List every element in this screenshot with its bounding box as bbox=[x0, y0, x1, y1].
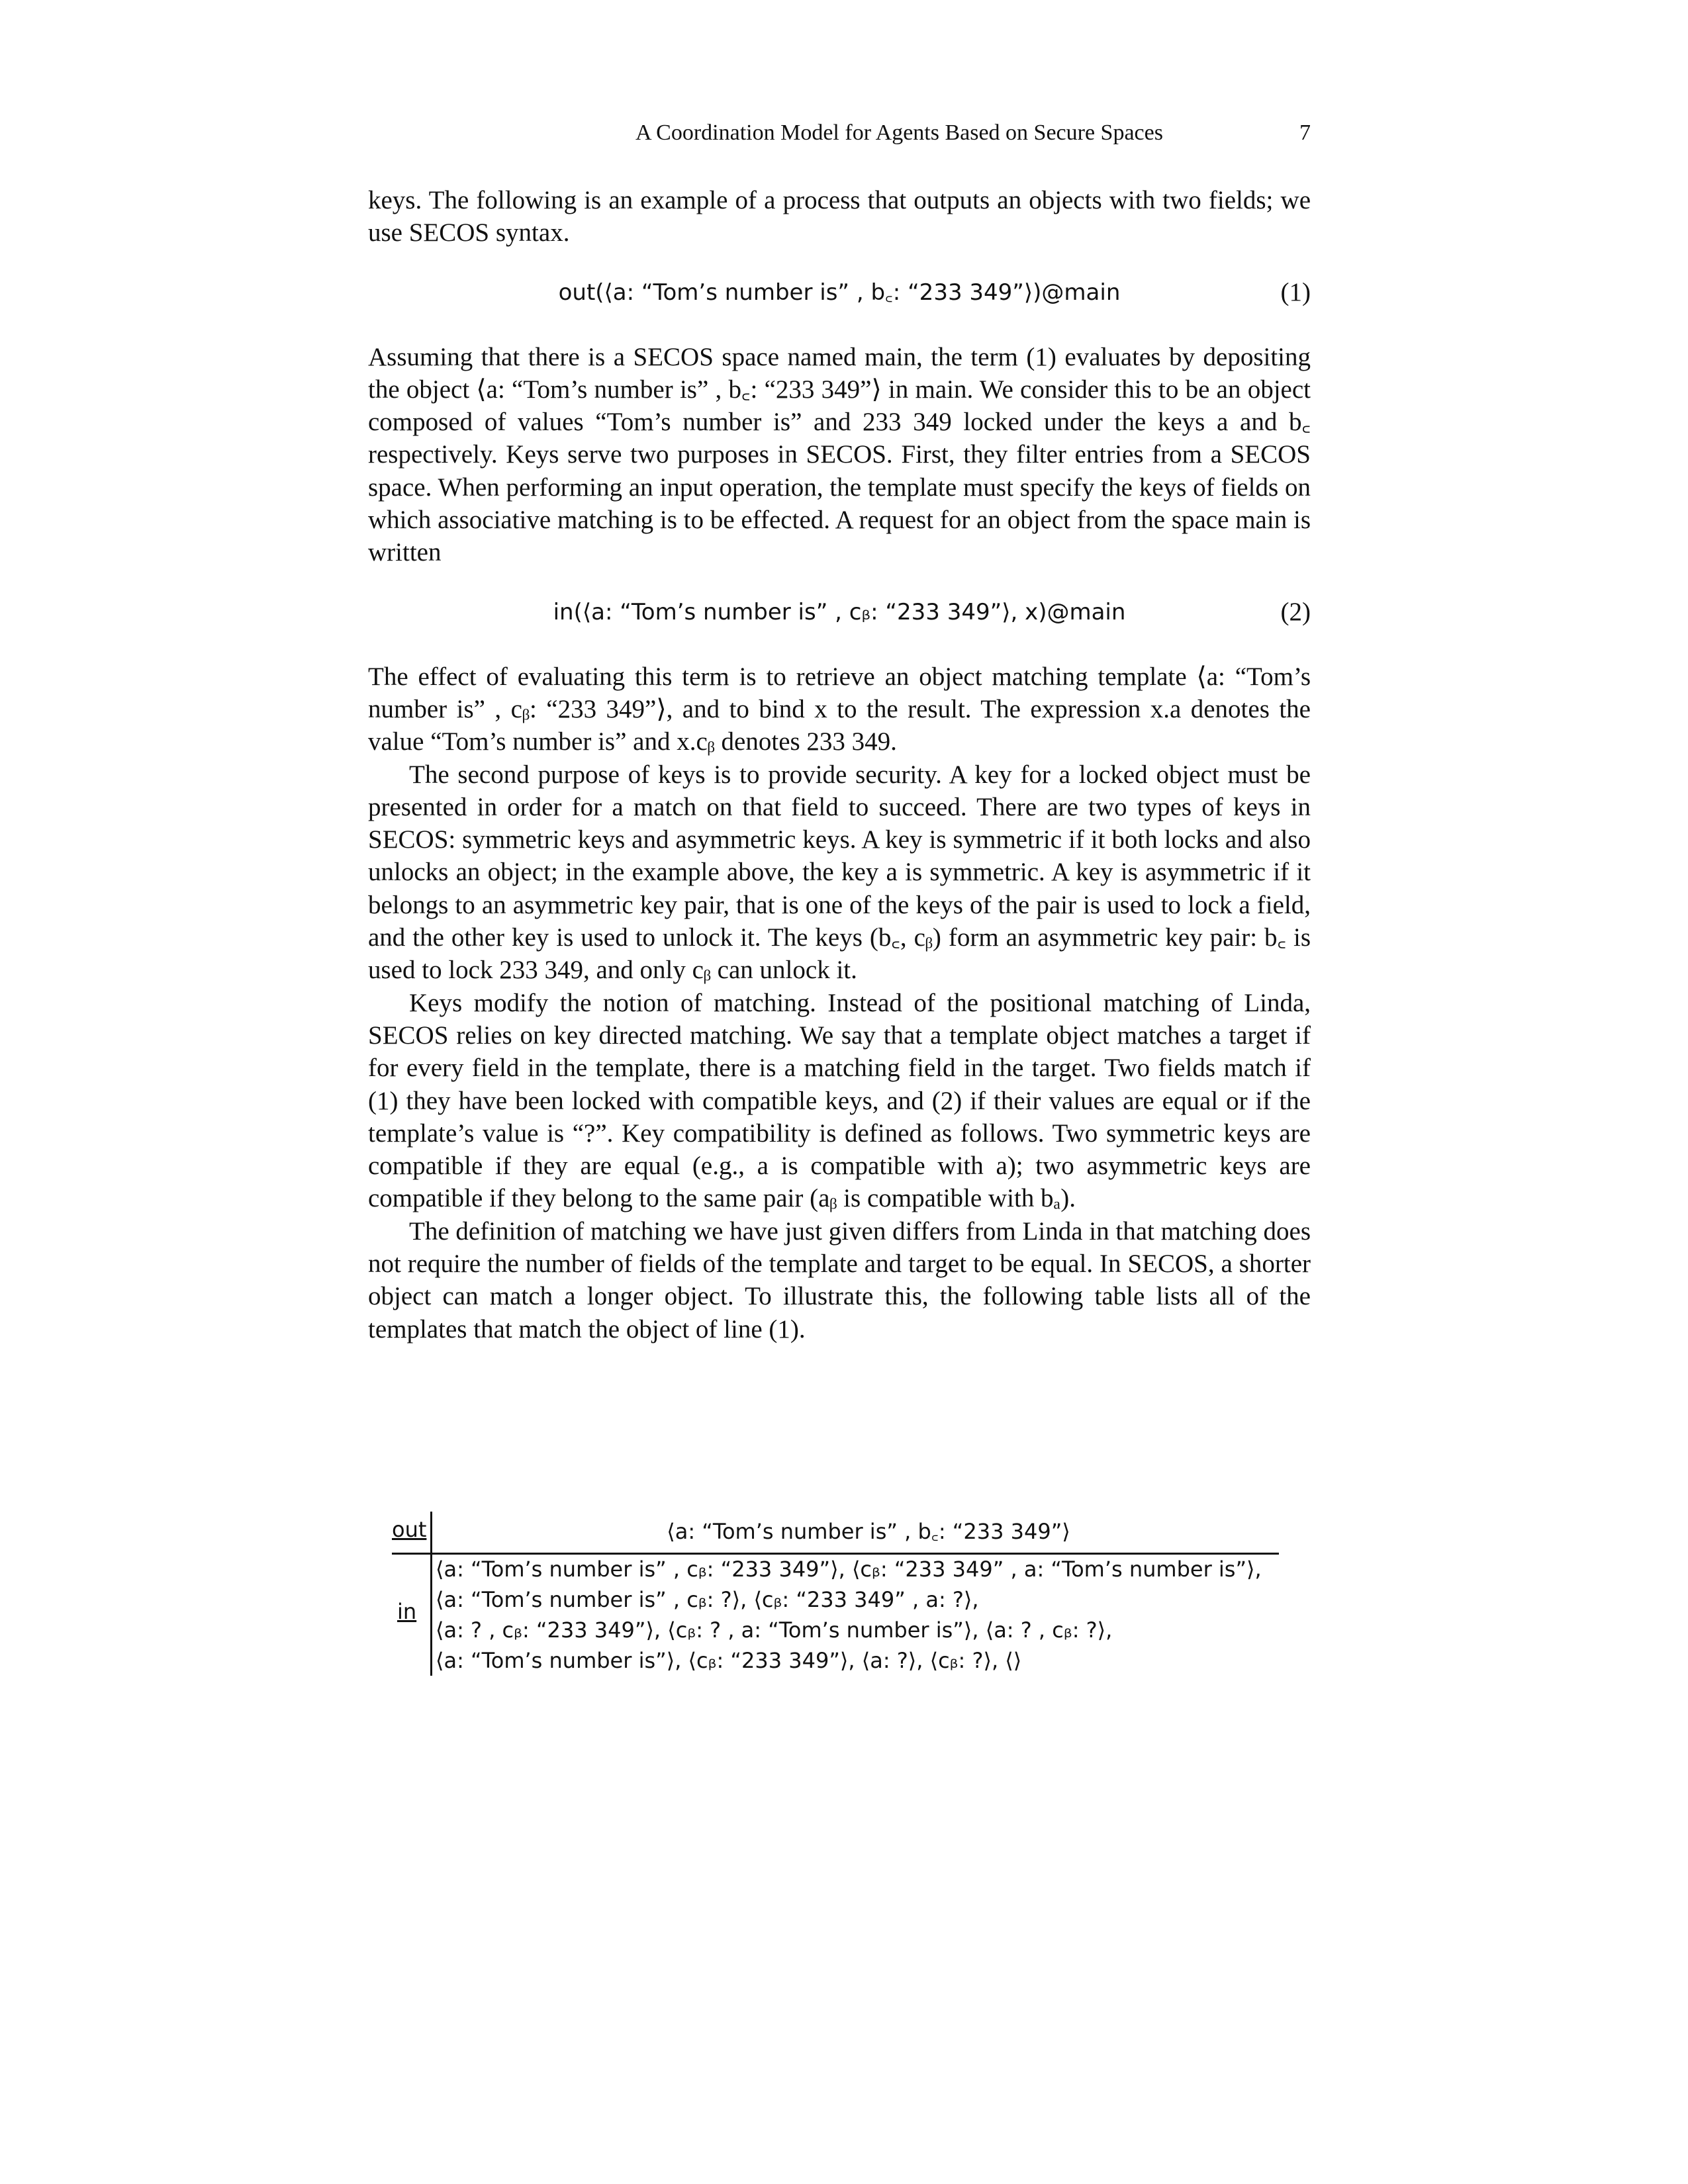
table-in-rows bbox=[436, 1554, 1316, 1676]
matching-table bbox=[392, 1512, 1319, 1684]
table-row: ⟨a: “Tom’s number is”⟩, ⟨cᵦ: “233 349”⟩, ⟨a: ?⟩, ⟨cᵦ: ?⟩, ⟨⟩ bbox=[436, 1648, 1022, 1673]
paragraph-4: The second purpose of keys is to provide security. A key for a locked object must be presented in order for a match on that field to succeed. There are two types of keys in SECOS: symmetric keys and asymmetric keys. A key is symmetric if it both locks and also unlocks an object; in the example above, the key a is symmetric. A key is asymmetric if it belongs to an asymmetric key pair, that is one of the keys of the pair is used to lock a field, and the other key is used to unlock it. The keys (b꜀, cᵦ) form an asymmetric key pair: b꜀ is used to lock 233 349, and only cᵦ can unlock it. bbox=[368, 760, 1311, 985]
paragraph-3: The effect of evaluating this term is to retrieve an object matching template ⟨a: “Tom’s number is” , cᵦ: “233 349”⟩, and to bind x to the result. The expression x.a denotes the value “Tom’s number is” and x.cᵦ denotes 233 349. bbox=[368, 662, 1311, 756]
paragraph-6: The definition of matching we have just given differs from Linda in that matching does not require the number of fields of the template and target to be equal. In SECOS, a shorter object can match a longer object. To illustrate this, the following table lists all of the templates that match the object of line (1). bbox=[368, 1216, 1311, 1343]
table-out-label: out bbox=[392, 1517, 427, 1542]
equation-2-body: in(⟨a: “Tom’s number is” , cᵦ: “233 349”⟩, x)@main bbox=[553, 598, 1126, 625]
paragraph-2: Assuming that there is a SECOS space named main, the term (1) evaluates by depositing the object ⟨a: “Tom’s number is” , b꜀: “233 349”⟩ in main. We consider this to be an object composed of values “Tom’s number is” and 233 349 locked under the keys a and b꜀ respectively. Keys serve two purposes in SECOS. First, they filter entries from a SECOS space. When performing an input operation, the template must specify the keys of fields on which associative matching is to be effected. A request for an object from the space main is written bbox=[368, 342, 1311, 567]
table-in-label: in bbox=[397, 1599, 417, 1624]
equation-2-number: (2) bbox=[1280, 597, 1311, 626]
table-row: ⟨a: “Tom’s number is” , cᵦ: ?⟩, ⟨cᵦ: “233 349” , a: ?⟩, bbox=[436, 1587, 979, 1612]
table-vertical-rule bbox=[430, 1512, 432, 1676]
running-title: A Coordination Model for Agents Based on Secure Spaces bbox=[635, 120, 1163, 145]
table-row: ⟨a: ? , cᵦ: “233 349”⟩, ⟨cᵦ: ? , a: “Tom’s number is”⟩, ⟨a: ? , cᵦ: ?⟩, bbox=[436, 1617, 1113, 1643]
equation-1-number: (1) bbox=[1280, 277, 1311, 306]
body-text bbox=[368, 184, 1311, 1345]
page-number: 7 bbox=[1299, 120, 1311, 145]
table-row: ⟨a: “Tom’s number is” , cᵦ: “233 349”⟩, ⟨cᵦ: “233 349” , a: “Tom’s number is”⟩, bbox=[436, 1557, 1262, 1582]
running-header bbox=[635, 118, 1311, 155]
equation-2 bbox=[368, 592, 1311, 633]
paragraph-5: Keys modify the notion of matching. Instead of the positional matching of Linda, SECOS relies on key directed matching. We say that a template object matches a target if for every field in the template, there is a matching field in the target. Two fields match if (1) they have been locked with compatible keys, and (2) if their values are equal or if the template’s value is “?”. Key compatibility is defined as follows. Two symmetric keys are compatible if they are equal (e.g., a is compatible with a); two asymmetric keys are compatible if they belong to the same pair (aᵦ is compatible with bₐ). bbox=[368, 988, 1311, 1213]
paragraph-1: keys. The following is an example of a process that outputs an objects with two fields; we use SECOS syntax. bbox=[368, 186, 1311, 248]
equation-1 bbox=[368, 272, 1311, 313]
table-out-value: ⟨a: “Tom’s number is” , b꜀: “233 349”⟩ bbox=[667, 1519, 1070, 1544]
equation-1-body: out(⟨a: “Tom’s number is” , b꜀: “233 349”⟩)@main bbox=[558, 279, 1121, 306]
